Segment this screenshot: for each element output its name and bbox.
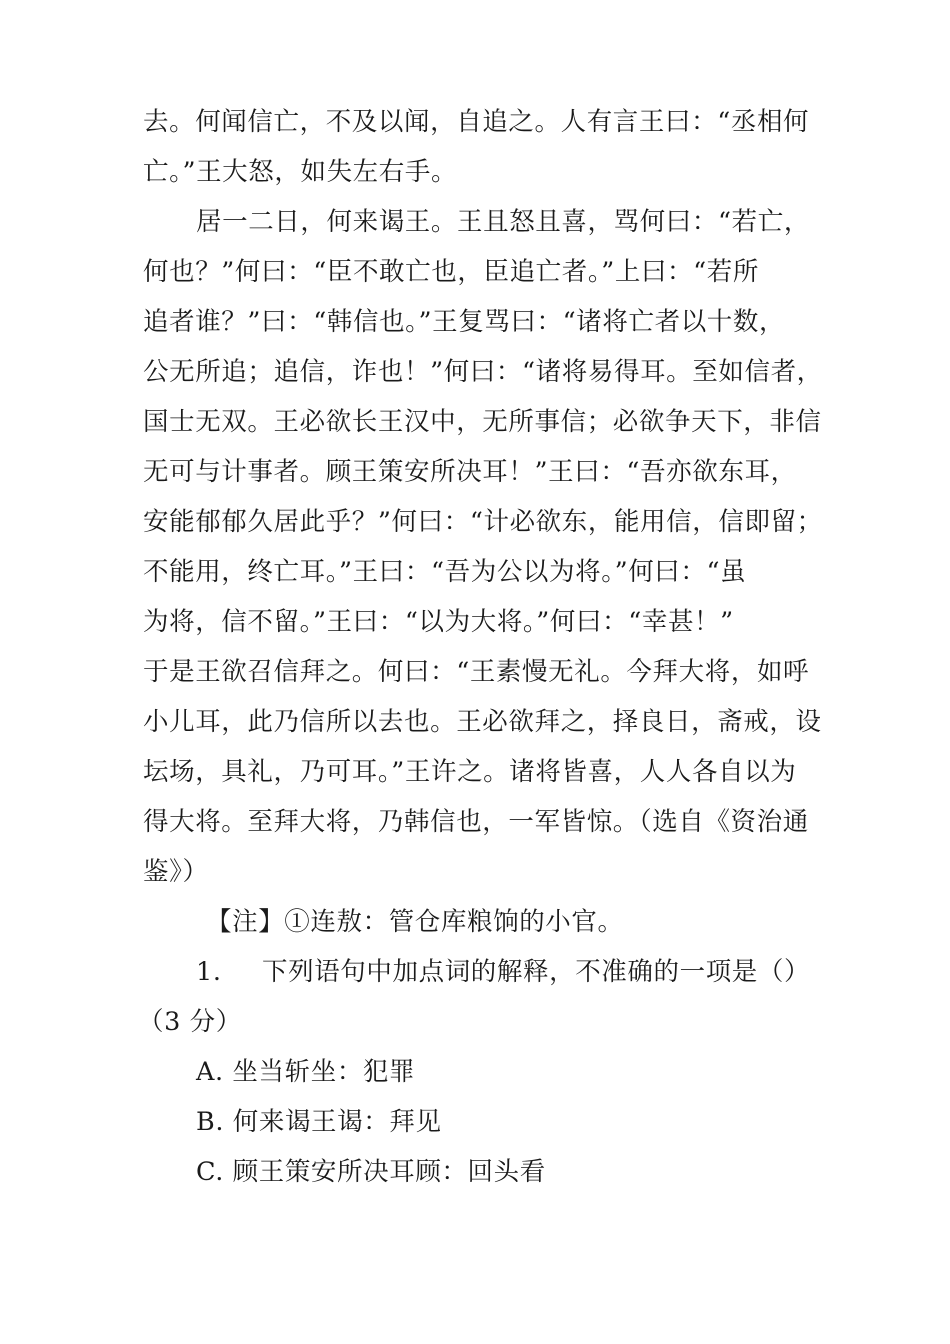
text-line: 为将，信不留。”王曰：“以为大将。”何曰：“幸甚！” [143,607,734,637]
text-line: 国士无双。王必欲长王汉中，无所事信；必欲争天下，非信 [143,407,822,437]
text-line: 小儿耳，此乃信所以去也。王必欲拜之，择良日，斋戒，设 [143,707,822,737]
option-c: C. 顾王策安所决耳顾：回头看 [196,1157,546,1187]
text-line: 坛场，具礼，乃可耳。”王许之。诸将皆喜，人人各自以为 [143,757,797,787]
question-number: 1. [196,957,222,987]
text-line: 鉴》） [143,857,209,887]
text-line: 去。何闻信亡，不及以闻，自追之。人有言王曰：“丞相何 [143,107,810,137]
text-line: 追者谁？”曰：“韩信也。”王复骂曰：“诸将亡者以十数， [143,307,786,337]
text-line: 安能郁郁久居此乎？”何曰：“计必欲东，能用信，信即留； [143,507,823,537]
text-line: 何也？”何曰：“臣不敢亡也，臣追亡者。”上曰：“若所 [143,257,759,287]
question-text: 下列语句中加点词的解释，不准确的一项是（） [262,957,811,987]
question-score: （3 分） [138,1007,242,1037]
footnote: 【注】①连敖：管仓库粮饷的小官。 [206,907,624,937]
text-line: 不能用，终亡耳。”王曰：“吾为公以为将。”何曰：“虽 [143,557,747,587]
option-a: A. 坐当斩坐：犯罪 [196,1057,416,1087]
text-line: 亡。”王大怒，如失左右手。 [143,157,458,187]
text-line: 得大将。至拜大将，乃韩信也，一军皆惊。（选自《资治通 [143,807,809,837]
text-line: 无可与计事者。顾王策安所决耳！”王曰：“吾亦欲东耳， [143,457,797,487]
paragraph-start-line: 居一二日，何来谒王。王且怒且喜，骂何曰：“若亡， [196,207,810,237]
text-line: 于是王欲召信拜之。何曰：“王素慢无礼。今拜大将，如呼 [143,657,810,687]
text-line: 公无所追；追信，诈也！”何曰：“诸将易得耳。至如信者， [143,357,823,387]
option-b: B. 何来谒王谒：拜见 [196,1107,442,1137]
